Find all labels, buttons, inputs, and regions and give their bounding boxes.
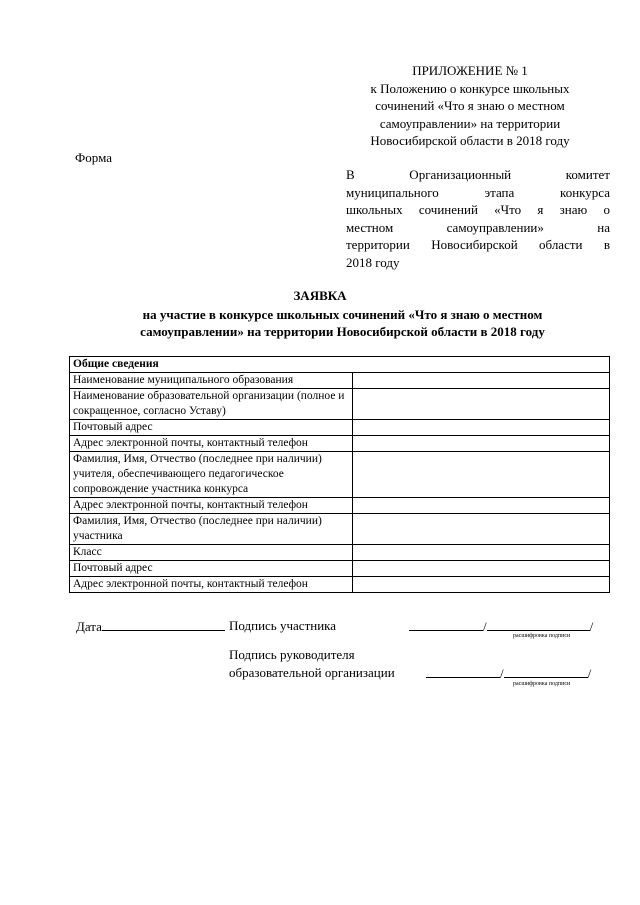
head-signature-field: [426, 665, 591, 682]
addressee-line: территории Новосибирской области в: [346, 237, 610, 252]
value-cell[interactable]: [353, 436, 610, 452]
table-row: [70, 561, 610, 577]
row-label: Наименование муниципального образования: [70, 373, 353, 389]
table-row: [70, 545, 610, 561]
row-label: Класс: [70, 545, 353, 561]
table-row: [70, 373, 610, 389]
appendix-number: ПРИЛОЖЕНИЕ № 1: [412, 63, 528, 78]
addressee-line: 2018 году: [346, 254, 400, 270]
head-signature-label: Подпись руководителя: [229, 647, 355, 662]
value-cell[interactable]: [353, 561, 610, 577]
table-row: [70, 498, 610, 514]
document-subtitle: [70, 306, 615, 340]
addressee-line: школьных сочинений «Что я знаю о: [346, 202, 610, 217]
slash-separator: /: [587, 666, 592, 681]
row-label: Почтовый адрес: [70, 420, 353, 436]
addressee-line: местном самоуправлении» на: [346, 219, 610, 235]
row-label: Адрес электронной почты, контактный телефон: [70, 577, 353, 593]
value-cell[interactable]: [353, 498, 610, 514]
table-row: [70, 436, 610, 452]
appendix-line: к Положению о конкурсе школьных: [370, 80, 570, 96]
participant-signature-line[interactable]: [409, 618, 483, 631]
head-name-line[interactable]: [504, 665, 588, 678]
table-header: Общие сведения: [70, 357, 610, 373]
document-title: ЗАЯВКА: [293, 288, 347, 303]
decoding-caption: расшифровка подписи: [513, 681, 571, 687]
addressee-block: [346, 166, 610, 271]
participant-signature-label: Подпись участника: [229, 618, 337, 633]
value-cell[interactable]: [353, 389, 610, 420]
appendix-line: Новосибирской области в 2018 году: [370, 133, 570, 148]
head-signature-line[interactable]: [426, 665, 500, 678]
date-line[interactable]: [102, 618, 225, 631]
value-cell[interactable]: [353, 452, 610, 498]
addressee-line: муниципального этапа конкурса: [346, 184, 610, 200]
subtitle-line: самоуправлении» на территории Новосибирской области в 2018 году: [140, 324, 545, 339]
table-row: [70, 420, 610, 436]
row-label: Наименование образовательной организации (полное и сокращенное, согласно Уставу): [70, 389, 353, 420]
row-label: Почтовый адрес: [70, 561, 353, 577]
decoding-caption: расшифровка подписи: [513, 633, 571, 639]
value-cell[interactable]: [353, 373, 610, 389]
head-signature-label-cont: образовательной организации: [229, 665, 395, 680]
value-cell[interactable]: [353, 420, 610, 436]
table-row: [70, 577, 610, 593]
value-cell[interactable]: [353, 577, 610, 593]
value-cell[interactable]: [353, 545, 610, 561]
date-label: Дата: [76, 619, 102, 634]
appendix-line: самоуправлении» на территории: [379, 115, 561, 131]
application-table: [69, 356, 610, 593]
date-field: [76, 618, 225, 635]
row-label: Фамилия, Имя, Отчество (последнее при наличии) участника: [70, 514, 353, 545]
table-header-row: [70, 357, 610, 373]
participant-name-line[interactable]: [487, 618, 590, 631]
table-row: [70, 389, 610, 420]
addressee-line: В Организационный комитет: [346, 167, 610, 182]
table-row: [70, 452, 610, 498]
slash-separator: /: [589, 619, 594, 634]
appendix-line: сочинений «Что я знаю о местном: [375, 98, 565, 113]
form-label: Форма: [75, 150, 112, 165]
slash-separator: /: [483, 619, 487, 634]
appendix-header: [340, 62, 600, 150]
subtitle-line: на участие в конкурсе школьных сочинений «Что я знаю о местном: [142, 307, 543, 322]
row-label: Адрес электронной почты, контактный телефон: [70, 436, 353, 452]
slash-separator: /: [500, 666, 504, 681]
value-cell[interactable]: [353, 514, 610, 545]
row-label: Адрес электронной почты, контактный телефон: [70, 498, 353, 514]
row-label: Фамилия, Имя, Отчество (последнее при наличии) учителя, обеспечивающего педагогическое сопровождение участника конкурса: [70, 452, 353, 498]
table-row: [70, 514, 610, 545]
